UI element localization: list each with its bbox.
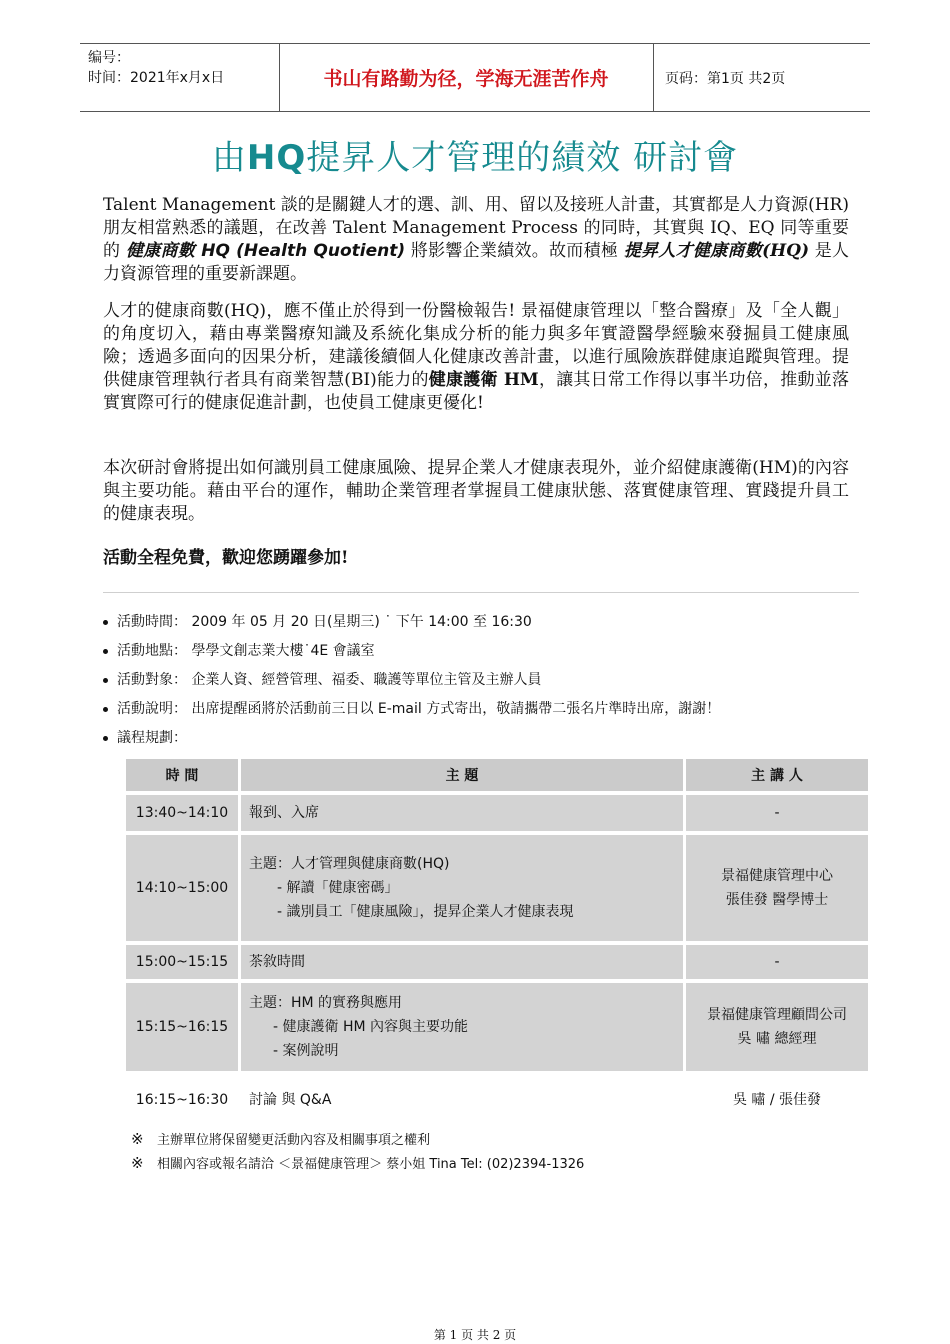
bullet-icon bbox=[103, 649, 108, 654]
row-topic bbox=[241, 835, 683, 941]
info-text: 活動說明： 出席提醒函將於活動前三日以 E-mail 方式寄出，敬請攜帶二張名片準時出席，謝謝！ bbox=[117, 701, 721, 717]
topic-line: - 案例說明 bbox=[273, 1043, 339, 1059]
table-row bbox=[126, 945, 868, 979]
footnote bbox=[131, 1128, 584, 1152]
table-row bbox=[126, 835, 868, 941]
row-speaker: - bbox=[686, 795, 868, 831]
footnote-text: 主辦單位將保留變更活動內容及相關事項之權利 bbox=[157, 1133, 431, 1148]
agenda-table bbox=[123, 759, 871, 1125]
header-motto: 书山有路勤为径，学海无涯苦作舟 bbox=[323, 68, 609, 90]
footnote-text: 相關內容或報名請洽 ＜景福健康管理＞ 蔡小姐 Tina Tel: (02)2394-1326 bbox=[157, 1157, 585, 1172]
speaker-line: 張佳發 醫學博士 bbox=[725, 892, 829, 908]
table-row bbox=[126, 1075, 868, 1125]
p1-text: 將影響企業績效。故而積極 bbox=[405, 241, 624, 261]
speaker-line: 景福健康管理顧問公司 bbox=[707, 1007, 847, 1023]
row-time: 15:15~16:15 bbox=[126, 983, 238, 1071]
header-speaker: 主 講 人 bbox=[686, 759, 868, 791]
row-speaker: - bbox=[686, 945, 868, 979]
info-text: 議程規劃： bbox=[117, 730, 187, 746]
reference-mark-icon: ※ bbox=[131, 1130, 144, 1148]
info-text: 活動時間： 2009 年 05 月 20 日(星期三) ˙ 下午 14:00 至 16:30 bbox=[117, 614, 532, 630]
info-agenda-label bbox=[103, 724, 720, 753]
header-divider bbox=[653, 44, 654, 111]
section-divider bbox=[103, 592, 859, 593]
page-number: 第 1 页 共 2 页 bbox=[433, 1328, 517, 1342]
page-title bbox=[0, 130, 950, 179]
info-notes bbox=[103, 695, 720, 724]
table-row bbox=[126, 795, 868, 831]
title-pre: 由 bbox=[211, 138, 247, 178]
event-info-list bbox=[103, 608, 720, 753]
header-topic: 主 題 bbox=[241, 759, 683, 791]
row-time: 13:40~14:10 bbox=[126, 795, 238, 831]
row-topic: 茶敘時間 bbox=[241, 945, 683, 979]
row-time: 15:00~15:15 bbox=[126, 945, 238, 979]
row-time: 14:10~15:00 bbox=[126, 835, 238, 941]
p2-emph-hm: 健康護衛 HM bbox=[428, 370, 539, 390]
reference-mark-icon: ※ bbox=[131, 1154, 144, 1172]
header-time: 時 間 bbox=[126, 759, 238, 791]
topic-line: - 識別員工「健康風險」，提昇企業人才健康表現 bbox=[277, 904, 574, 920]
title-hq: HQ bbox=[246, 138, 307, 178]
p1-emph-raise: 提昇人才健康商數(HQ) bbox=[623, 241, 810, 261]
footnotes bbox=[131, 1128, 584, 1176]
topic-line: 主題：HM 的實務與應用 bbox=[249, 995, 403, 1011]
p1-emph-hq: 健康商數 HQ (Health Quotient) bbox=[125, 241, 406, 261]
intro-paragraph-1 bbox=[103, 194, 849, 286]
speaker-line: 景福健康管理中心 bbox=[721, 868, 833, 884]
bullet-icon bbox=[103, 678, 108, 683]
page-header bbox=[80, 43, 870, 112]
free-event-note: 活動全程免費，歡迎您踴躍參加! bbox=[103, 548, 349, 568]
title-post: 提昇人才管理的績效 研討會 bbox=[306, 138, 739, 178]
doc-meta bbox=[88, 48, 278, 88]
intro-paragraph-2 bbox=[103, 300, 849, 415]
row-topic: 討論 與 Q&A bbox=[249, 1092, 332, 1108]
topic-line: 主題：人才管理與健康商數(HQ) bbox=[249, 856, 450, 872]
p1-text: Talent Management 談的是關鍵人才的選、訓、用、留以及接班人計畫，其實都是人力資源(HR)朋友相當熟悉的議題，在改善 Talent Management Process 的同時，其實與 IQ、EQ 同等重要的 bbox=[103, 195, 849, 261]
time-label: 时间：2021年x月x日 bbox=[88, 70, 225, 86]
row-speaker: 吳 嘯 / 張佳發 bbox=[732, 1092, 822, 1108]
p2-text: 人才的健康商數(HQ)，應不僅止於得到一份醫檢報告! 景福健康管理以「整合醫療」及「全人觀」的角度切入，藉由專業醫療知識及系統化集成分析的能力與多年實證醫學經驗來發掘員工健康風險；透過多面向的因果分析，建議後續個人化健康改善計畫，以進行風險族群健康追蹤與管理。提供健康管理執行者具有商業智慧(BI)能力的 bbox=[103, 301, 849, 390]
footnote bbox=[131, 1152, 584, 1176]
bullet-icon bbox=[103, 736, 108, 741]
topic-line: - 健康護衛 HM 內容與主要功能 bbox=[273, 1019, 469, 1035]
speaker-line: 吳 嘯 總經理 bbox=[737, 1031, 817, 1047]
code-label: 编号： bbox=[88, 50, 130, 66]
row-speaker bbox=[686, 983, 868, 1071]
table-row bbox=[126, 983, 868, 1071]
row-speaker bbox=[686, 835, 868, 941]
row-time: 16:15~16:30 bbox=[135, 1092, 229, 1108]
p2-text: ，讓其日常工作得以事半功倍，推動並落實實際可行的健康促進計劃，也使員工健康更優化! bbox=[103, 370, 849, 413]
p1-text: 是人力資源管理的重要新課題。 bbox=[103, 241, 849, 284]
bullet-icon bbox=[103, 620, 108, 625]
table-header-row bbox=[126, 759, 868, 791]
info-text: 活動地點： 學學文創志業大樓˙4E 會議室 bbox=[117, 643, 375, 659]
intro-paragraph-3: 本次研討會將提出如何識別員工健康風險、提昇企業人才健康表現外，並介紹健康護衛(HM)的內容與主要功能。藉由平台的運作，輔助企業管理者掌握員工健康狀態、落實健康管理、實踐提升員工的健康表現。 bbox=[103, 458, 849, 524]
info-audience bbox=[103, 666, 720, 695]
info-text: 活動對象： 企業人資、經營管理、福委、職護等單位主管及主辦人員 bbox=[117, 672, 542, 688]
row-topic: 報到、入席 bbox=[241, 795, 683, 831]
row-topic bbox=[241, 983, 683, 1071]
bullet-icon bbox=[103, 707, 108, 712]
page-info: 页码：第1页 共2页 bbox=[665, 70, 786, 87]
info-time bbox=[103, 608, 720, 637]
info-location bbox=[103, 637, 720, 666]
topic-line: - 解讀「健康密碼」 bbox=[277, 880, 399, 896]
